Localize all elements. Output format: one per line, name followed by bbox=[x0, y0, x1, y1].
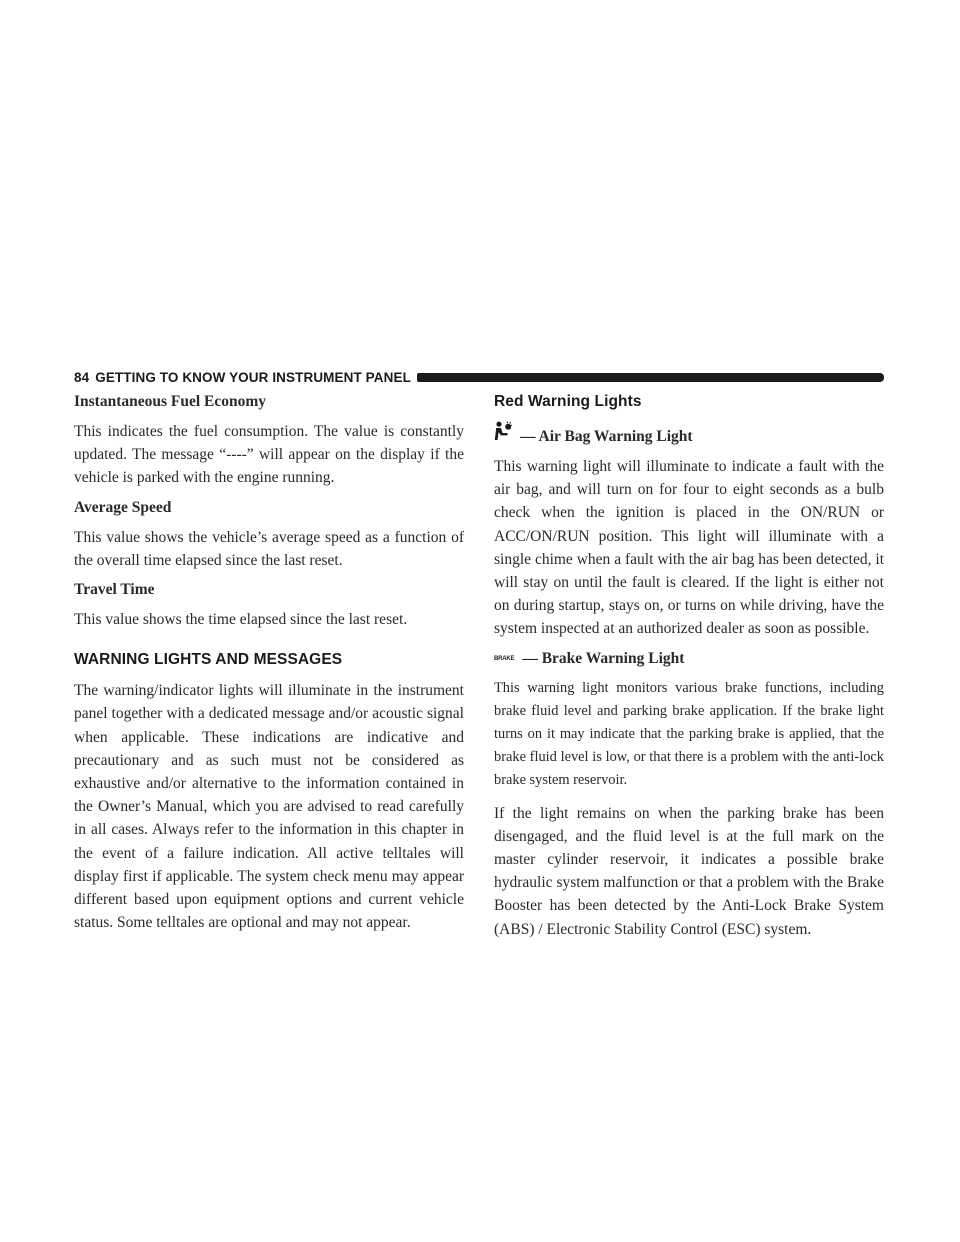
brake-text-2: If the light remains on when the parking brake has been disengaged, and the fluid level is at the full mark on the master cylinder reservoir, it indicates a possible brake hydraulic system malfunction or that a problem with the Brake Booster has been detected by the Anti-Lock Brake System (ABS) / Electronic Stability Control (ESC) system. bbox=[494, 804, 884, 938]
instantaneous-fuel-economy-heading: Instantaneous Fuel Economy bbox=[74, 393, 267, 410]
air-bag-icon bbox=[494, 421, 512, 446]
instantaneous-fuel-economy-text: This indicates the fuel consumption. The value is constantly updated. The message “----” will appear on the display if the vehicle is parked with the engine running. bbox=[74, 423, 464, 487]
average-speed-heading: Average Speed bbox=[74, 498, 172, 516]
average-speed-text: This value shows the vehicle’s average speed as a function of the overall time elapsed since the last reset. bbox=[74, 528, 464, 569]
brake-heading-row bbox=[494, 650, 884, 668]
page-header bbox=[74, 366, 884, 388]
travel-time-text: This value shows the time elapsed since the last reset. bbox=[74, 611, 408, 629]
page-header-title: GETTING TO KNOW YOUR INSTRUMENT PANEL bbox=[95, 369, 411, 385]
air-bag-heading: — Air Bag Warning Light bbox=[520, 428, 693, 445]
right-column bbox=[494, 393, 884, 950]
travel-time-heading: Travel Time bbox=[74, 581, 155, 599]
warning-lights-text: The warning/indicator lights will illuminate in the instrument panel together with a dedicated message and/or acoustic signal when applicable. These indications are indicative and precautionary and as such must not be considered as exhaustive and/or alternative to the information contained in the Owner’s Manual, which you are advised to read carefully in all cases. Always refer to the information in this chapter in the event of a failure indication. All active telltales will display first if applicable. The system check menu may appear different based upon equipment options and current vehicle status. Some telltales are optional and may not appear. bbox=[74, 682, 464, 932]
brake-text-1: This warning light monitors various brake functions, including brake fluid level and parking brake application. If the brake light turns on it may indicate that the parking brake is applied, that the brake fluid level is low, or that there is a problem with the anti-lock brake system reservoir. bbox=[494, 679, 884, 789]
left-column bbox=[74, 393, 464, 943]
brake-heading: — Brake Warning Light bbox=[522, 649, 685, 667]
red-warning-lights-title: Red Warning Lights bbox=[494, 393, 642, 410]
page-number: 84 bbox=[74, 369, 90, 385]
warning-lights-section-title: WARNING LIGHTS AND MESSAGES bbox=[74, 651, 343, 669]
brake-icon: BRAKE bbox=[494, 655, 515, 662]
header-rule bbox=[417, 373, 884, 382]
air-bag-heading-row bbox=[494, 421, 884, 446]
air-bag-text: This warning light will illuminate to indicate a fault with the air bag, and will turn on for four to eight seconds as a bulb check when the ignition is placed in the ON/RUN or ACC/ON/RUN position. This light will illuminate with a single chime when a fault with the air bag has been detected, it will stay on until the fault is cleared. If the light is either not on during startup, stays on, or turns on while driving, have the system inspected at an authorized dealer as soon as possible. bbox=[494, 458, 884, 638]
